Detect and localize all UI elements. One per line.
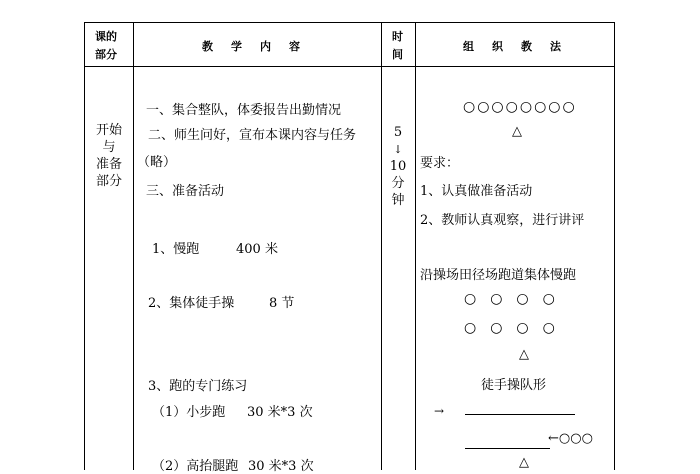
content-drill: 3、跑的专门练习	[148, 379, 248, 394]
teacher-position-mark: △	[519, 455, 529, 470]
content-run: 1、慢跑	[152, 242, 200, 257]
content-item-2-continued: （略）	[137, 155, 177, 170]
student-row-formation: ○○○○○○○○	[463, 99, 577, 115]
content-drill-1: （1）小步跑	[152, 405, 226, 420]
time-range	[383, 124, 413, 209]
table-border-right	[614, 22, 615, 470]
header-section-line1: 课的	[95, 30, 117, 43]
teacher-position-mark: △	[512, 124, 522, 139]
section-name-line: 部分	[95, 174, 122, 189]
right-arrow-icon: →	[434, 404, 445, 418]
header-time-line1: 时	[392, 30, 403, 43]
time-line: 10	[389, 159, 407, 174]
time-line: 分	[391, 176, 405, 191]
header-divider	[84, 66, 615, 67]
time-line: 5	[393, 125, 403, 140]
run-track-line-2	[465, 448, 550, 449]
content-drill-2: （2）高抬腿跑	[152, 459, 239, 474]
content-run-distance: 400 米	[236, 242, 278, 257]
content-item-3: 三、准备活动	[146, 184, 225, 199]
content-drill-2-amount: 30 米*3 次	[248, 459, 314, 474]
header-organization: 组织教法	[463, 40, 579, 53]
requirement-2: 2、教师认真观察，进行讲评	[420, 213, 585, 228]
header-time-line2: 间	[392, 48, 403, 61]
requirements-title: 要求：	[420, 156, 460, 171]
table-border-left	[84, 22, 85, 470]
jog-formation-label: 沿操场田径场跑道集体慢跑	[420, 268, 577, 283]
header-content: 教学内容	[202, 40, 318, 53]
section-name-line: 与	[102, 140, 116, 155]
section-name	[89, 122, 129, 190]
section-name-line: 准备	[95, 157, 122, 172]
table-divider-2	[381, 22, 382, 470]
content-item-1: 一、集合整队，体委报告出勤情况	[146, 103, 342, 118]
left-arrow-circles: ←○○○	[548, 431, 593, 446]
time-line: 钟	[391, 193, 405, 208]
run-track-line-1	[465, 414, 575, 415]
time-arrow: ↓	[393, 143, 403, 156]
content-exercise: 2、集体徒手操	[148, 296, 235, 311]
content-exercise-count: 8 节	[269, 296, 295, 311]
table-border-top	[84, 22, 615, 23]
table-divider-3	[415, 22, 416, 470]
calisthenics-formation-label: 徒手操队形	[481, 378, 547, 393]
content-drill-1-amount: 30 米*3 次	[247, 405, 313, 420]
content-item-2: 二、师生问好，宣布本课内容与任务	[148, 128, 357, 143]
section-name-line: 开始	[95, 123, 122, 138]
requirement-1: 1、认真做准备活动	[420, 184, 533, 199]
teacher-position-mark: △	[519, 347, 529, 362]
calisthenics-grid-row-2: ○○○○	[464, 320, 569, 336]
calisthenics-grid-row-1: ○○○○	[464, 291, 569, 307]
table-divider-1	[133, 22, 134, 470]
header-section-line2: 部分	[95, 48, 117, 61]
